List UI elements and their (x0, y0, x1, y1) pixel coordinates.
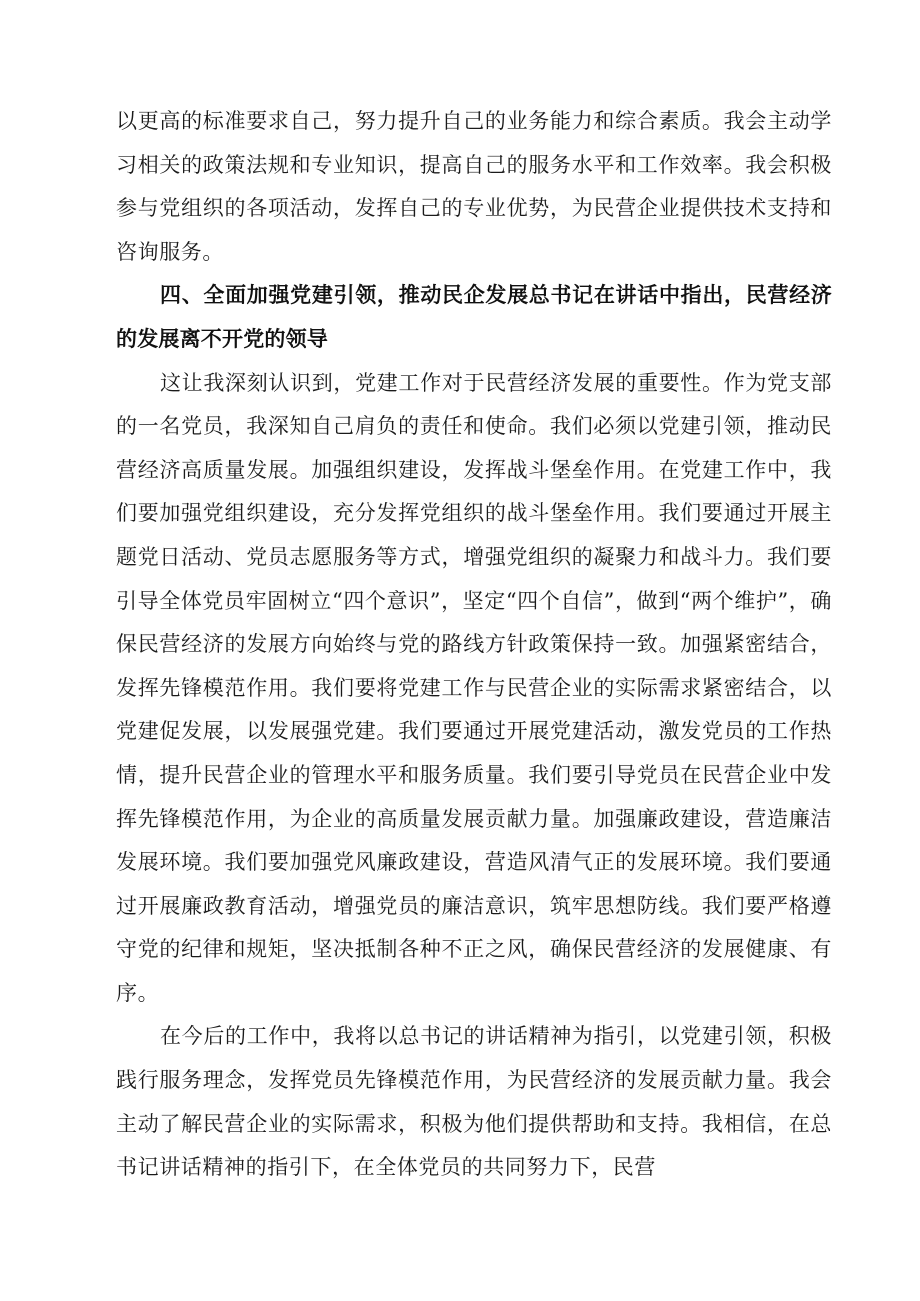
body-paragraph-1: 以更高的标准要求自己，努力提升自己的业务能力和综合素质。我会主动学习相关的政策法规和专业知识，提高自己的服务水平和工作效率。我会积极参与党组织的各项活动，发挥自己的专业优势，为民营企业提供技术支持和咨询服务。 (116, 109, 832, 264)
document-page (116, 100, 832, 1190)
body-paragraph-2: 这让我深刻认识到，党建工作对于民营经济发展的重要性。作为党支部的一名党员，我深知自己肩负的责任和使命。我们必须以党建引领，推动民营经济高质量发展。加强组织建设，发挥战斗堡垒作用。在党建工作中，我们要加强党组织建设，充分发挥党组织的战斗堡垒作用。我们要通过开展主题党日活动、党员志愿服务等方式，增强党组织的凝聚力和战斗力。我们要引导全体党员牢固树立“四个意识”，坚定“四个自信”，做到“两个维护”，确保民营经济的发展方向始终与党的路线方针政策保持一致。加强紧密结合，发挥先锋模范作用。我们要将党建工作与民营企业的实际需求紧密结合，以党建促发展，以发展强党建。我们要通过开展党建活动，激发党员的工作热情，提升民营企业的管理水平和服务质量。我们要引导党员在民营企业中发挥先锋模范作用，为企业的高质量发展贡献力量。加强廉政建设，营造廉洁发展环境。我们要加强党风廉政建设，营造风清气正的发展环境。我们要通过开展廉政教育活动，增强党员的廉洁意识，筑牢思想防线。我们要严格遵守党的纪律和规矩，坚决抵制各种不正之风，确保民营经济的发展健康、有序。 (116, 370, 833, 1005)
body-paragraph-3: 在今后的工作中，我将以总书记的讲话精神为指引，以党建引领，积极践行服务理念，发挥党员先锋模范作用，为民营经济的发展贡献力量。我会主动了解民营企业的实际需求，积极为他们提供帮助和支持。我相信，在总书记讲话精神的指引下，在全体党员的共同努力下，民营 (116, 1024, 832, 1180)
section-heading-4: 四、全面加强党建引领，推动民企发展总书记在讲话中指出，民营经济的发展离不开党的领导 (116, 283, 832, 351)
